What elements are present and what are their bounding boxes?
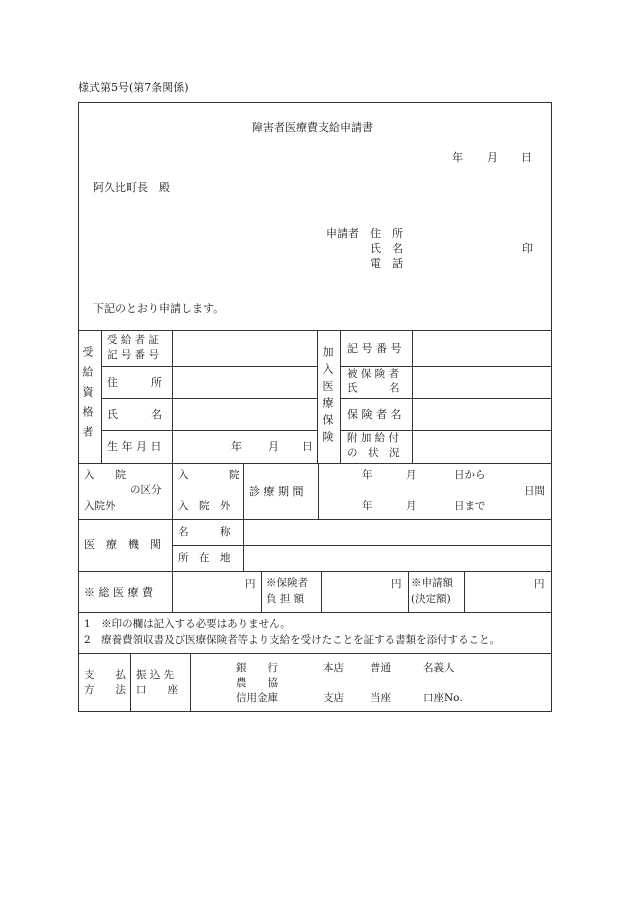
form-number: 様式第5号(第7条関係) xyxy=(78,81,189,94)
period-from-day: 日から xyxy=(454,469,486,481)
birth-day-label: 日 xyxy=(302,440,313,453)
main-branch-option: 本店 xyxy=(323,662,344,674)
applicant-address-label: 住 所 xyxy=(370,227,403,240)
applicant-label: 申請者 xyxy=(326,227,359,240)
inpatient-label: 入 xyxy=(178,469,189,481)
total-yen-unit: 円 xyxy=(245,578,256,590)
admission-division-label-3: 入院外 xyxy=(84,500,116,512)
institution-heading: 医 療 機 関 xyxy=(84,538,161,551)
insurance-symbol-label: 記 号 番 号 xyxy=(347,342,402,355)
transfer-account-label: 振 込 先 xyxy=(136,669,175,681)
account-number-label: 口座No. xyxy=(423,692,463,704)
period-from-month: 月 xyxy=(406,469,417,481)
date-month-label: 月 xyxy=(487,151,498,164)
current-account-option: 当座 xyxy=(370,692,391,704)
insurer-burden-label-2: 負 担 額 xyxy=(266,593,305,605)
seal-mark: 印 xyxy=(522,242,533,255)
birth-year-label: 年 xyxy=(231,440,242,453)
additional-benefit-label: 附 加 給 付 xyxy=(347,432,400,444)
total-medical-cost-label: ※ 総 医 療 費 xyxy=(84,586,153,599)
claim-amount-label-2: (決定額) xyxy=(411,593,451,605)
applicant-name-label: 氏 名 xyxy=(370,242,403,255)
period-to-year: 年 xyxy=(362,500,373,512)
claim-amount-label: ※申請額 xyxy=(411,577,453,589)
recipient-cert-label-2: 記 号 番 号 xyxy=(107,349,160,361)
account-holder-label: 名義人 xyxy=(423,662,455,674)
insurance-heading: 加入医療保険 xyxy=(321,346,334,448)
recipient-cert-label: 受 給 者 証 xyxy=(107,334,160,346)
date-year-label: 年 xyxy=(452,151,463,164)
form-title: 障害者医療費支給申請書 xyxy=(252,121,373,134)
applicant-phone-label: 電 話 xyxy=(370,257,403,270)
recipient-heading: 受給資格者 xyxy=(81,346,94,446)
insurer-name-label: 保 険 者 名 xyxy=(347,408,402,421)
additional-benefit-label-2: の 状 況 xyxy=(347,447,400,459)
insured-name-label: 被 保 険 者 xyxy=(347,368,400,380)
insured-name-label-2: 氏 名 xyxy=(347,382,400,394)
payment-method-label: 支 払 xyxy=(84,669,126,681)
transfer-account-label-2: 口 座 xyxy=(136,684,178,696)
agri-coop-option: 農 協 xyxy=(236,677,278,689)
burden-yen-unit: 円 xyxy=(391,578,402,590)
inpatient-label-2: 院 xyxy=(229,469,240,481)
note-item: 1 ※印の欄は記入する必要はありません。 xyxy=(84,618,291,630)
admission-division-label: 入 院 xyxy=(84,469,126,481)
ordinary-account-option: 普通 xyxy=(370,662,391,674)
claim-yen-unit: 円 xyxy=(534,578,545,590)
admission-division-label-2: の区分 xyxy=(130,484,162,496)
period-to-month: 月 xyxy=(406,500,417,512)
shinkin-option: 信用金庫 xyxy=(236,692,278,704)
institution-name-label: 名 称 xyxy=(178,526,231,538)
branch-option: 支店 xyxy=(323,692,344,704)
request-text: 下記のとおり申請します。 xyxy=(93,302,225,315)
outpatient-label: 入 院 外 xyxy=(178,500,231,512)
recipient-address-label: 住 所 xyxy=(107,376,162,389)
treatment-period-label: 診 療 期 間 xyxy=(249,485,304,498)
payment-method-label-2: 方 法 xyxy=(84,684,126,696)
note-item: 2 療養費領収書及び医療保険者等より支給を受けたことを証する書類を添付すること。 xyxy=(84,634,501,646)
insurer-burden-label: ※保険者 xyxy=(266,577,308,589)
birth-month-label: 月 xyxy=(268,440,279,453)
recipient-name-label: 氏 名 xyxy=(107,408,162,421)
period-to-day: 日まで xyxy=(454,500,486,512)
recipient-birth-label: 生 年 月 日 xyxy=(107,440,162,453)
period-from-year: 年 xyxy=(362,469,373,481)
bank-option: 銀 行 xyxy=(236,662,278,674)
period-days-label: 日間 xyxy=(524,485,545,497)
date-day-label: 日 xyxy=(521,151,532,164)
addressee: 阿久比町長 殿 xyxy=(93,181,170,194)
institution-location-label: 所 在 地 xyxy=(178,552,231,564)
